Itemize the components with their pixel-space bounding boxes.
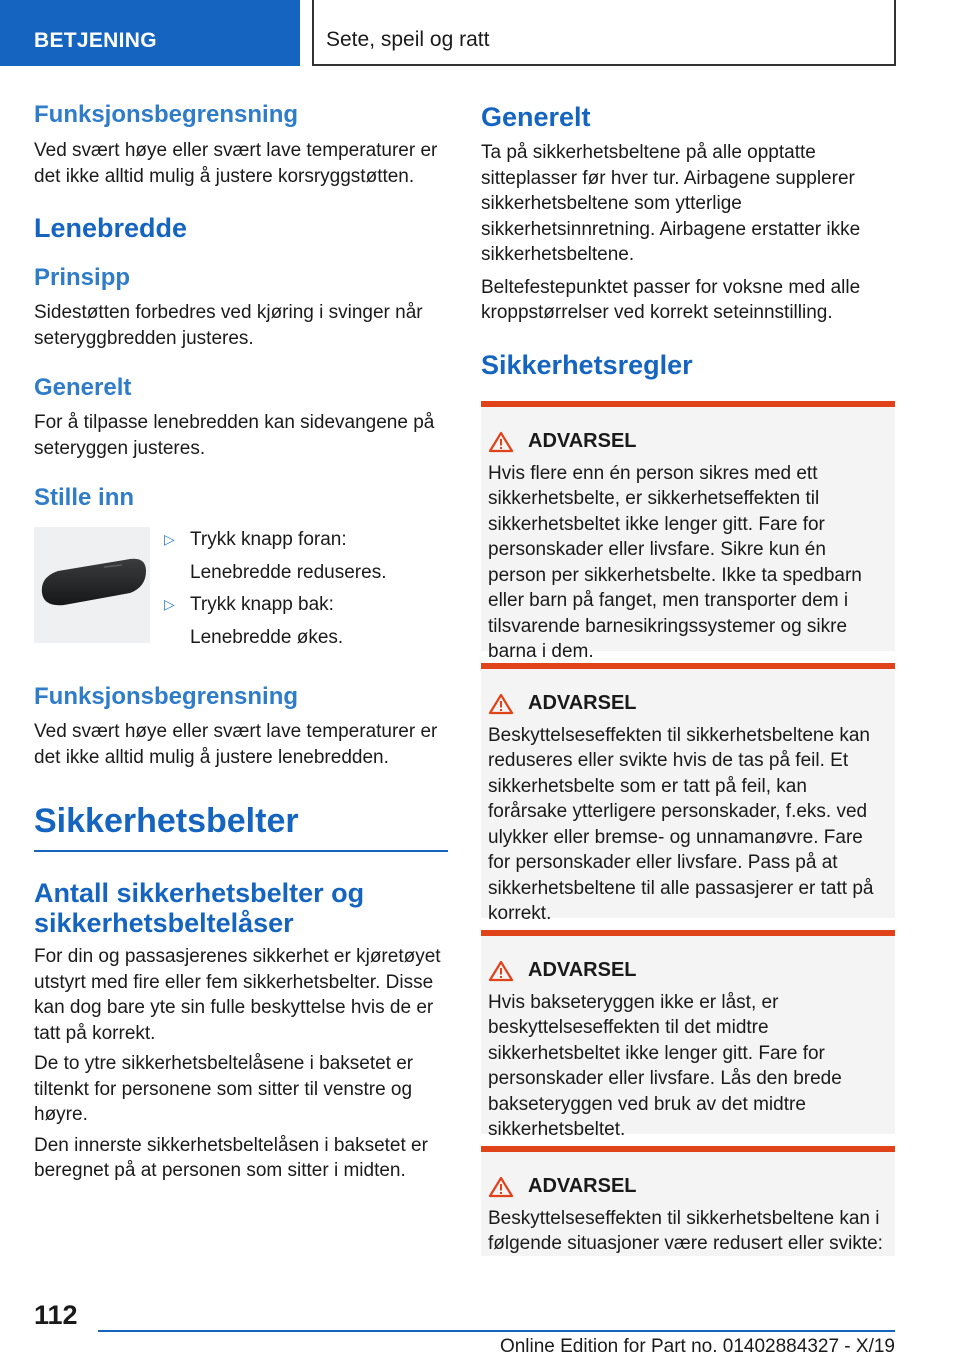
warning-text: Hvis bakseteryggen ikke er låst, er beskyttelseseffekten til det midtre sikkerhetsbeltet ikke lenger gitt. Fare for personskader eller livsfare. Lås den brede bakseteryggen ved bruk av det midtre sikkerhetsbeltet.: [488, 991, 842, 1140]
section-tab: [0, 0, 300, 66]
list-item: [164, 592, 448, 650]
step-list: [164, 527, 448, 650]
warning-title: [488, 429, 887, 455]
step-action: Trykk knapp bak:: [190, 594, 334, 615]
page-number: 112: [34, 1300, 78, 1330]
footer-rule: [98, 1330, 895, 1332]
right-column: [481, 100, 895, 1256]
step-result: Lenebredde reduseres.: [190, 561, 387, 583]
warning-text: Hvis flere enn én person sikres med ett sikkerhetsbelte, er sikkerhetseffekten til sikkerhetsbeltet ikke lenger gitt. Fare for personskader eller livsfare. Sikre kun én person per sikkerhetsbelte. Ikke ta spedbarn eller barn på fanget, men transporter dem i tilsvarende barnesikringssystemer og sikre barna i dem.: [488, 462, 862, 662]
warning-triangle-icon: [488, 431, 514, 453]
heading-lenebredde: Lenebredde: [34, 213, 188, 243]
bullet-triangle-icon: ▷: [164, 596, 175, 612]
heading-funksjonsbegrensning-1: Funksjonsbegrensning: [34, 101, 299, 128]
seat-width-button-icon: [34, 527, 150, 643]
warning-box: [481, 663, 895, 924]
chapter-header: [312, 0, 896, 66]
warning-label: ADVARSEL: [528, 430, 637, 452]
warning-text: Beskyttelseseffekten til sikkerhetsbeltene kan reduseres eller svikte hvis de tas på feil. Et sikkerhetsbelte som er tatt på feil, kan forårsake ytterligere personskader, f.eks. ved ulykker eller bremse- og unnamanøvre. Fare for personskader eller livsfare. Pass på at sikkerhetsbeltene til alle passasjerer er tatt på korrekt.: [488, 724, 874, 924]
list-item: [164, 527, 448, 585]
section-label: BETJENING: [34, 29, 157, 52]
width-button-photo: [34, 527, 150, 643]
paragraph-antall-1: For din og passasjerenes sikkerhet er kjøretøyet utstyrt med fire eller fem sikkerhetsbelter. Disse kan dog bare yte sin fulle beskyttelse hvis de er tatt på korrekt.: [34, 946, 441, 1044]
paragraph-prinsipp: Sidestøtten forbedres ved kjøring i svinger når seteryggbredden justeres.: [34, 302, 423, 349]
warning-box: [481, 1146, 895, 1256]
warning-label: ADVARSEL: [528, 1175, 637, 1197]
warning-triangle-icon: [488, 1176, 514, 1198]
paragraph-generelt-right-1: Ta på sikkerhetsbeltene på alle opptatte sitteplasser før hver tur. Airbagene supplerer sikkerhetsbeltene som ytterlige sikkerhetsinnretning. Airbagene erstatter ikke sikkerhetsbeltene.: [481, 142, 861, 265]
heading-stille-inn: Stille inn: [34, 484, 135, 511]
paragraph-generelt-left: For å tilpasse lenebredden kan sidevangene på seteryggen justeres.: [34, 412, 435, 459]
heading-generelt-right: Generelt: [481, 102, 591, 132]
paragraph-funksjonsbegrensning-2: Ved svært høye eller svært lave temperaturer er det ikke alltid mulig å justere lenebredden.: [34, 721, 438, 768]
paragraph-antall-2: De to ytre sikkerhetsbeltelåsene i baksetet er tiltenkt for personene som sitter til venstre og høyre.: [34, 1053, 414, 1125]
warning-box: [481, 401, 895, 662]
warning-box: [481, 930, 895, 1140]
heading-funksjonsbegrensning-2: Funksjonsbegrensning: [34, 683, 299, 710]
warning-title: [488, 691, 887, 717]
warning-title: [488, 958, 887, 984]
step-result: Lenebredde økes.: [190, 626, 344, 648]
warning-label: ADVARSEL: [528, 959, 637, 981]
chapter-heading-block: [34, 800, 448, 852]
warning-text: Beskyttelseseffekten til sikkerhetsbeltene kan i følgende situasjoner være redusert eller svikte:: [488, 1207, 883, 1254]
paragraph-antall-3: Den innerste sikkerhetsbeltelåsen i baksetet er beregnet på at personen som sitter i midten.: [34, 1134, 428, 1181]
paragraph-generelt-right-2: Beltefestepunktet passer for voksne med alle kroppstørrelser ved korrekt seteinnstilling.: [481, 276, 861, 323]
warning-triangle-icon: [488, 693, 514, 715]
footer-edition: Online Edition for Part no. 01402884327 - X/19: [499, 1336, 895, 1357]
warning-triangle-icon: [488, 960, 514, 982]
warning-label: ADVARSEL: [528, 692, 637, 714]
heading-sikkerhetsregler: Sikkerhetsregler: [481, 349, 693, 380]
heading-sikkerhetsbelter: Sikkerhetsbelter: [34, 802, 299, 840]
left-column: [34, 100, 448, 1184]
heading-generelt-left: Generelt: [34, 374, 132, 401]
warning-title: [488, 1174, 887, 1200]
chapter-label: Sete, speil og ratt: [326, 28, 490, 51]
bullet-triangle-icon: ▷: [164, 531, 175, 547]
heading-antall: Antall sikkerhetsbelter og sikkerhetsbeltelåser: [34, 878, 365, 938]
step-action: Trykk knapp foran:: [190, 529, 347, 550]
heading-prinsipp: Prinsipp: [34, 264, 131, 291]
adjust-instructions: [34, 527, 448, 650]
paragraph-funksjonsbegrensning-1: Ved svært høye eller svært lave temperaturer er det ikke alltid mulig å justere korsryggstøtten.: [34, 140, 438, 187]
